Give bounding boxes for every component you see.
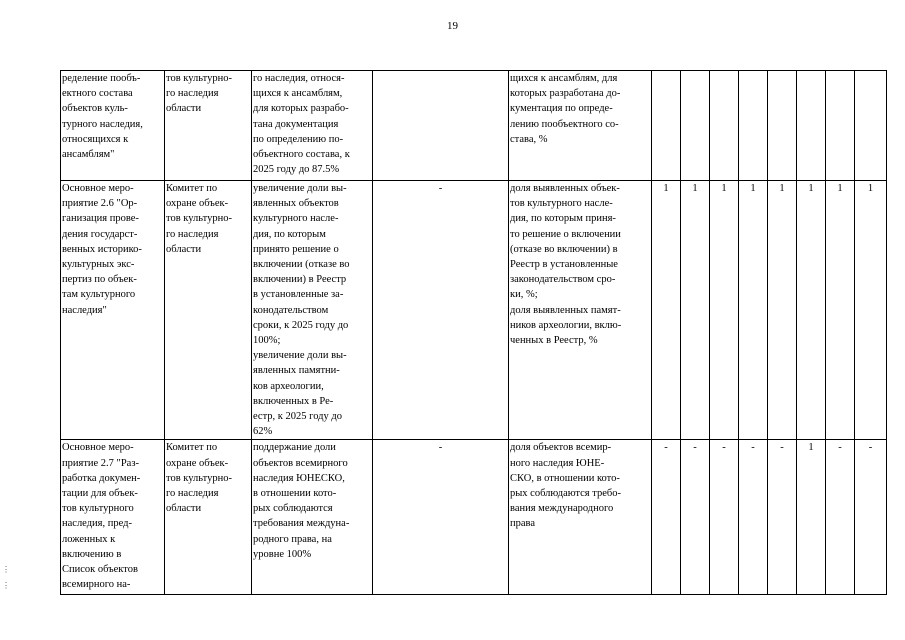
table-row — [61, 71, 887, 181]
table-row — [61, 181, 887, 440]
value-cell — [710, 71, 739, 181]
consequence-cell: - — [373, 440, 509, 595]
scan-margin-mark: ⋮ — [2, 581, 10, 590]
value-cell: - — [826, 440, 855, 595]
indicator-cell: щихся к ансамблям, для которых разработана до- кументация по опреде- лению пообъектного со- става, % — [509, 71, 652, 181]
value-cell — [797, 71, 826, 181]
value-cell: - — [652, 440, 681, 595]
scan-margin-mark: ⋮ — [2, 565, 10, 574]
value-cell — [652, 71, 681, 181]
value-cell: 1 — [797, 440, 826, 595]
executor-cell: Комитет по охране объек- тов культурно- го наследия области — [165, 181, 252, 440]
value-cell: 1 — [652, 181, 681, 440]
value-cell — [855, 71, 887, 181]
value-cell — [768, 71, 797, 181]
expected-result-cell: увеличение доли вы- явленных объектов культурного насле- дия, по которым принято решение о включении (отказе во включении) в Реестр в установленные за- конодательством сроки, к 2025 году до 100%; увеличение доли вы- явленных памятни- ков археологии, включенных в Ре- естр, к 2025 году до 62% — [252, 181, 373, 440]
value-cell: 1 — [826, 181, 855, 440]
expected-result-cell: го наследия, относя- щихся к ансамблям, для которых разрабо- тана документация по определению по- объектного состава, к 2025 году до 87.5% — [252, 71, 373, 181]
value-cell: 1 — [768, 181, 797, 440]
value-cell: - — [710, 440, 739, 595]
activity-cell: Основное меро- приятие 2.6 "Ор- ганизация прове- дения государст- венных историко- культурных экс- пертиз по объек- там культурного наследия" — [61, 181, 165, 440]
indicator-cell: доля выявленных объек- тов культурного насле- дия, по которым приня- то решение о включении (отказе во включении) в Реестр в установленные законодательством сро- ки, %; доля выявленных памят- ников археологии, вклю- ченных в Реестр, % — [509, 181, 652, 440]
page-number: 19 — [447, 20, 458, 32]
executor-cell: тов культурно- го наследия области — [165, 71, 252, 181]
executor-cell: Комитет по охране объек- тов культурно- го наследия области — [165, 440, 252, 595]
value-cell: 1 — [797, 181, 826, 440]
activity-cell: Основное меро- приятие 2.7 "Раз- работка докумен- тации для объек- тов культурного наследия, пред- ложенных к включению в Список объектов всемирного на- — [61, 440, 165, 595]
indicator-cell: доля объектов всемир- ного наследия ЮНЕ- СКО, в отношении кото- рых соблюдаются требо- вания международного права — [509, 440, 652, 595]
value-cell — [739, 71, 768, 181]
value-cell: 1 — [855, 181, 887, 440]
value-cell: - — [739, 440, 768, 595]
table-row — [61, 440, 887, 595]
consequence-cell: - — [373, 181, 509, 440]
expected-result-cell: поддержание доли объектов всемирного наследия ЮНЕСКО, в отношении кото- рых соблюдаются требования междуна- родного права, на уровне 100% — [252, 440, 373, 595]
value-cell — [681, 71, 710, 181]
consequence-cell — [373, 71, 509, 181]
value-cell: 1 — [681, 181, 710, 440]
value-cell: 1 — [710, 181, 739, 440]
value-cell: 1 — [739, 181, 768, 440]
activity-cell: ределение пообъ- ектного состава объектов куль- турного наследия, относящихся к ансамблям" — [61, 71, 165, 181]
value-cell: - — [681, 440, 710, 595]
value-cell — [826, 71, 855, 181]
value-cell: - — [855, 440, 887, 595]
value-cell: - — [768, 440, 797, 595]
program-table — [60, 70, 887, 595]
